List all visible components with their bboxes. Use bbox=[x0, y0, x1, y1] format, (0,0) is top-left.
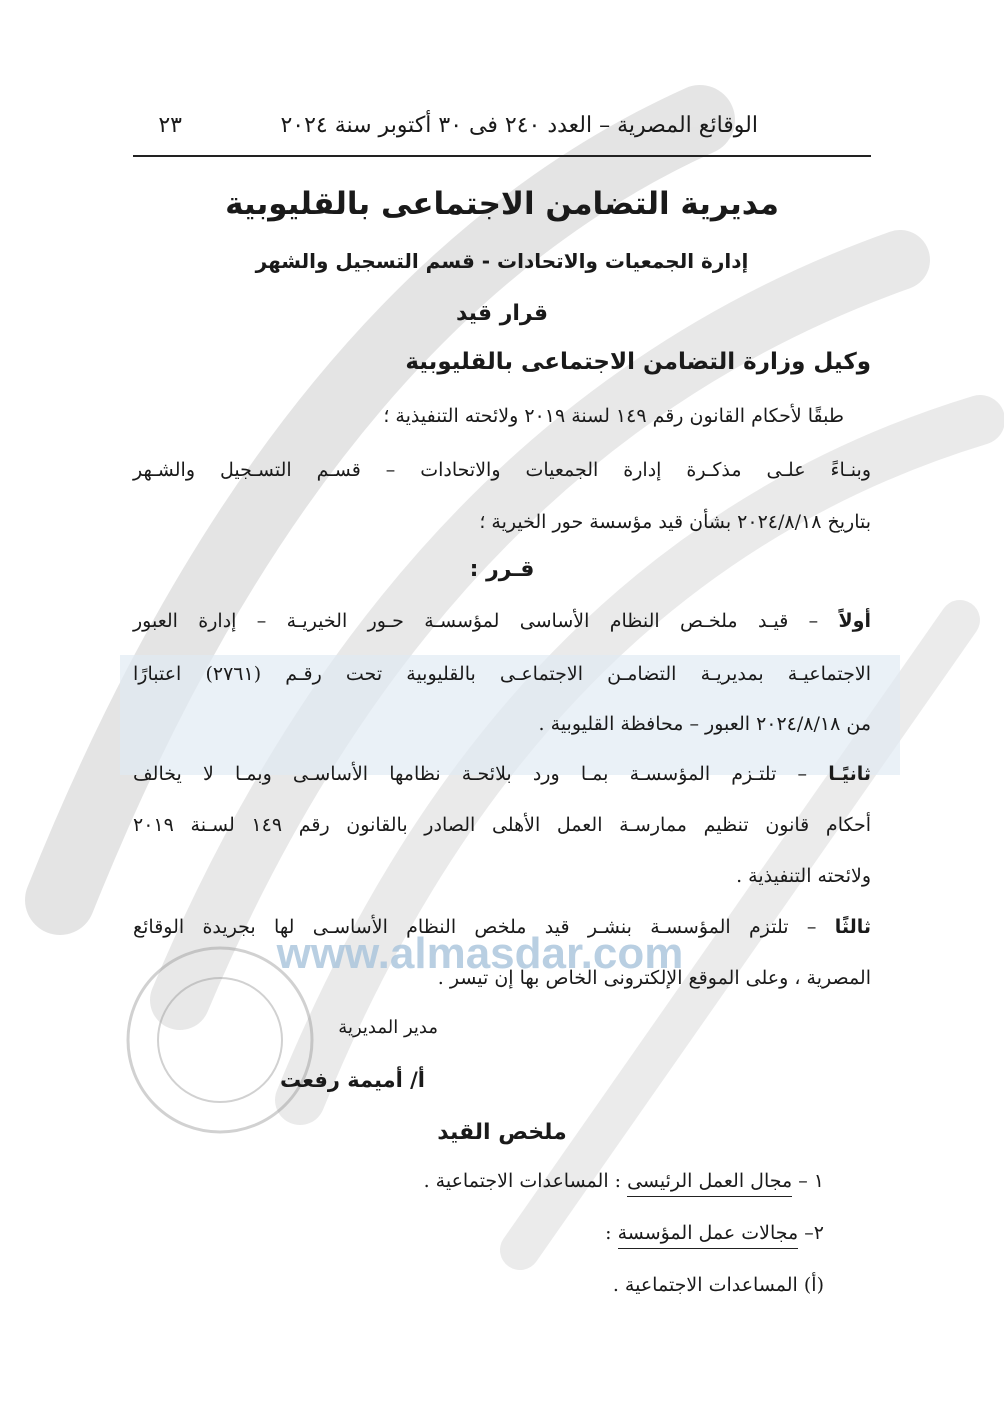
article-text: ولائحته التنفيذية . bbox=[736, 865, 871, 887]
directorate-title: مديرية التضامن الاجتماعى بالقليوبية bbox=[225, 186, 779, 222]
article-second bbox=[133, 763, 871, 785]
summary-item-number: (أ) bbox=[797, 1274, 824, 1296]
page-number: ٢٣ bbox=[158, 113, 182, 138]
article-text: – قيـد ملخـص النظام الأساسى لمؤسسـة حـور الخيريـة – إدارة العبور bbox=[133, 610, 839, 632]
decreed-heading: قـرر : bbox=[469, 557, 535, 582]
preamble-line: طبقًا لأحكام القانون رقم ١٤٩ لسنة ٢٠١٩ ولائحته التنفيذية ؛ bbox=[383, 405, 844, 427]
article-text: – تلتـزم المؤسسـة بمـا ورد بلائحـة نظامها الأساسـى وبمـا لا يخالف bbox=[133, 763, 829, 785]
issuer-heading: وكيل وزارة التضامن الاجتماعى بالقليوبية bbox=[405, 349, 871, 375]
watermark-url: www.almasdar.com bbox=[276, 929, 684, 978]
article-first bbox=[133, 610, 871, 632]
article-text: الاجتماعيـة بمديريـة التضامـن الاجتماعـى بالقليوبية تحت رقـم (٢٧٦١) اعتبارًا bbox=[133, 663, 871, 685]
header-title: الوقائع المصرية – العدد ٢٤٠ فى ٣٠ أكتوبر سنة ٢٠٢٤ bbox=[280, 113, 758, 138]
summary-item bbox=[605, 1222, 824, 1244]
article-lead: ثالثًا bbox=[834, 916, 871, 938]
summary-item-value: : bbox=[605, 1222, 618, 1244]
summary-item-number: ١ – bbox=[792, 1170, 824, 1192]
summary-item bbox=[424, 1170, 824, 1192]
decision-title: قرار قيد bbox=[455, 301, 549, 326]
article-text: أحكام قانون تنظيم ممارسـة العمل الأهلى الصادر بالقانون رقم ١٤٩ لسـنة ٢٠١٩ bbox=[133, 814, 872, 836]
header-divider bbox=[133, 155, 871, 157]
signature-title: مدير المديرية bbox=[338, 1017, 438, 1038]
article-third bbox=[133, 916, 871, 938]
summary-item-label: مجالات عمل المؤسسة bbox=[618, 1222, 799, 1249]
article-text: – تلتزم المؤسسـة بنشـر قيد ملخص النظام الأساسـى لها بجريدة الوقائع bbox=[133, 916, 835, 938]
summary-item-value: : المساعدات الاجتماعية . bbox=[423, 1170, 628, 1192]
preamble-line: وبنـاءً علـى مذكـرة إدارة الجمعيات والاتحادات – قسـم التسـجيل والشـهر bbox=[133, 459, 871, 481]
summary-item-number: ٢– bbox=[798, 1222, 824, 1244]
summary-title: ملخص القيد bbox=[437, 1120, 567, 1145]
signature-name: أ/ أميمة رفعت bbox=[279, 1068, 425, 1092]
summary-item-value: المساعدات الاجتماعية . bbox=[612, 1274, 798, 1296]
article-text: المصرية ، وعلى الموقع الإلكترونى الخاص بها إن تيسر . bbox=[437, 967, 871, 989]
preamble-line: بتاريخ ٢٠٢٤/٨/١٨ بشأن قيد مؤسسة حور الخيرية ؛ bbox=[479, 511, 871, 533]
article-lead: أولاً bbox=[838, 610, 871, 632]
article-text: من ٢٠٢٤/٨/١٨ العبور – محافظة القليوبية . bbox=[538, 713, 871, 735]
department-subtitle: إدارة الجمعيات والاتحادات - قسم التسجيل والشهر bbox=[255, 249, 749, 273]
summary-item bbox=[613, 1274, 824, 1296]
article-lead: ثانيًـا bbox=[828, 763, 871, 785]
summary-item-label: مجال العمل الرئيسى bbox=[627, 1170, 792, 1197]
